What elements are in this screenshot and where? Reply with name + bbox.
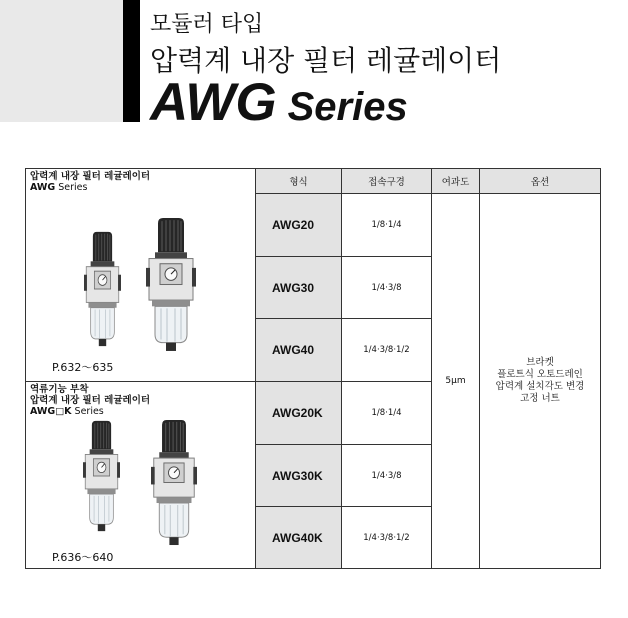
series-word: Series — [287, 85, 408, 129]
series-heading — [150, 73, 408, 134]
filter-bowl — [157, 497, 192, 537]
port-size-cell: 1/4·3/8·1/2 — [341, 318, 432, 382]
group-series-code: AWG□K — [30, 406, 72, 417]
series-group-panel-awg-k — [25, 381, 256, 569]
port-size-cell: 1/4·3/8·1/2 — [341, 506, 432, 569]
regulator-body — [84, 267, 121, 303]
option-item: 플로트식 오토드레인 — [497, 369, 583, 380]
filter-bowl — [88, 302, 116, 339]
option-item: 압력계 설치각도 변경 — [495, 381, 585, 392]
group-title-line: 역류기능 부착 — [30, 384, 89, 395]
group-series-name — [30, 182, 150, 193]
group-series-word: Series — [58, 182, 88, 193]
model-cell: AWG40K — [255, 506, 342, 569]
group-title — [30, 171, 150, 193]
port-size-cell: 1/8·1/4 — [341, 193, 432, 257]
column-header-options: 옵션 — [479, 168, 601, 194]
series-group-panel-awg — [25, 168, 256, 382]
column-header-filtration: 여과도 — [431, 168, 480, 194]
group-series-word: Series — [74, 406, 104, 417]
pressure-adjusting-knob — [155, 218, 187, 258]
pressure-adjusting-knob — [90, 421, 114, 455]
filter-bowl — [87, 489, 115, 524]
regulator-body — [146, 259, 196, 301]
page-reference: P.636～640 — [52, 551, 114, 564]
group-series-name — [30, 406, 150, 417]
regulator-body — [151, 458, 197, 497]
filter-bowl — [152, 300, 190, 343]
group-series-code: AWG — [30, 182, 56, 193]
page-reference: P.632～635 — [52, 361, 114, 374]
pressure-adjusting-knob — [91, 232, 115, 267]
filtration-cell: 5μm — [431, 193, 480, 569]
option-item: 브라켓 — [526, 357, 554, 368]
product-image-large — [146, 217, 196, 352]
drain-cock — [99, 339, 106, 346]
title-gray-block — [0, 0, 123, 122]
page-title: 압력계 내장 필터 레귤레이터 — [150, 44, 502, 77]
product-image-small — [84, 231, 121, 347]
product-image-small — [83, 420, 120, 532]
drain-cock — [98, 524, 105, 531]
title-accent-bar — [123, 0, 140, 122]
column-header-model: 형식 — [255, 168, 342, 194]
port-size-cell: 1/4·3/8 — [341, 256, 432, 319]
model-cell: AWG30 — [255, 256, 342, 319]
series-code: AWG — [150, 73, 277, 132]
page-subtitle: 모듈러 타입 — [150, 12, 264, 37]
model-cell: AWG20K — [255, 381, 342, 445]
model-cell: AWG20 — [255, 193, 342, 257]
pressure-adjusting-knob — [159, 420, 188, 458]
column-header-port-size: 접속구경 — [341, 168, 432, 194]
model-cell: AWG30K — [255, 444, 342, 507]
model-cell: AWG40 — [255, 318, 342, 382]
options-cell — [479, 193, 601, 569]
drain-cock — [169, 537, 178, 545]
group-title-line: 압력계 내장 필터 레귤레이터 — [30, 171, 151, 182]
regulator-body — [83, 454, 120, 488]
product-image-large — [151, 419, 197, 546]
group-title-line: 압력계 내장 필터 레귤레이터 — [30, 395, 151, 406]
port-size-cell: 1/4·3/8 — [341, 444, 432, 507]
port-size-cell: 1/8·1/4 — [341, 381, 432, 445]
drain-cock — [166, 343, 176, 351]
option-item: 고정 너트 — [520, 393, 560, 404]
group-title — [30, 384, 150, 417]
